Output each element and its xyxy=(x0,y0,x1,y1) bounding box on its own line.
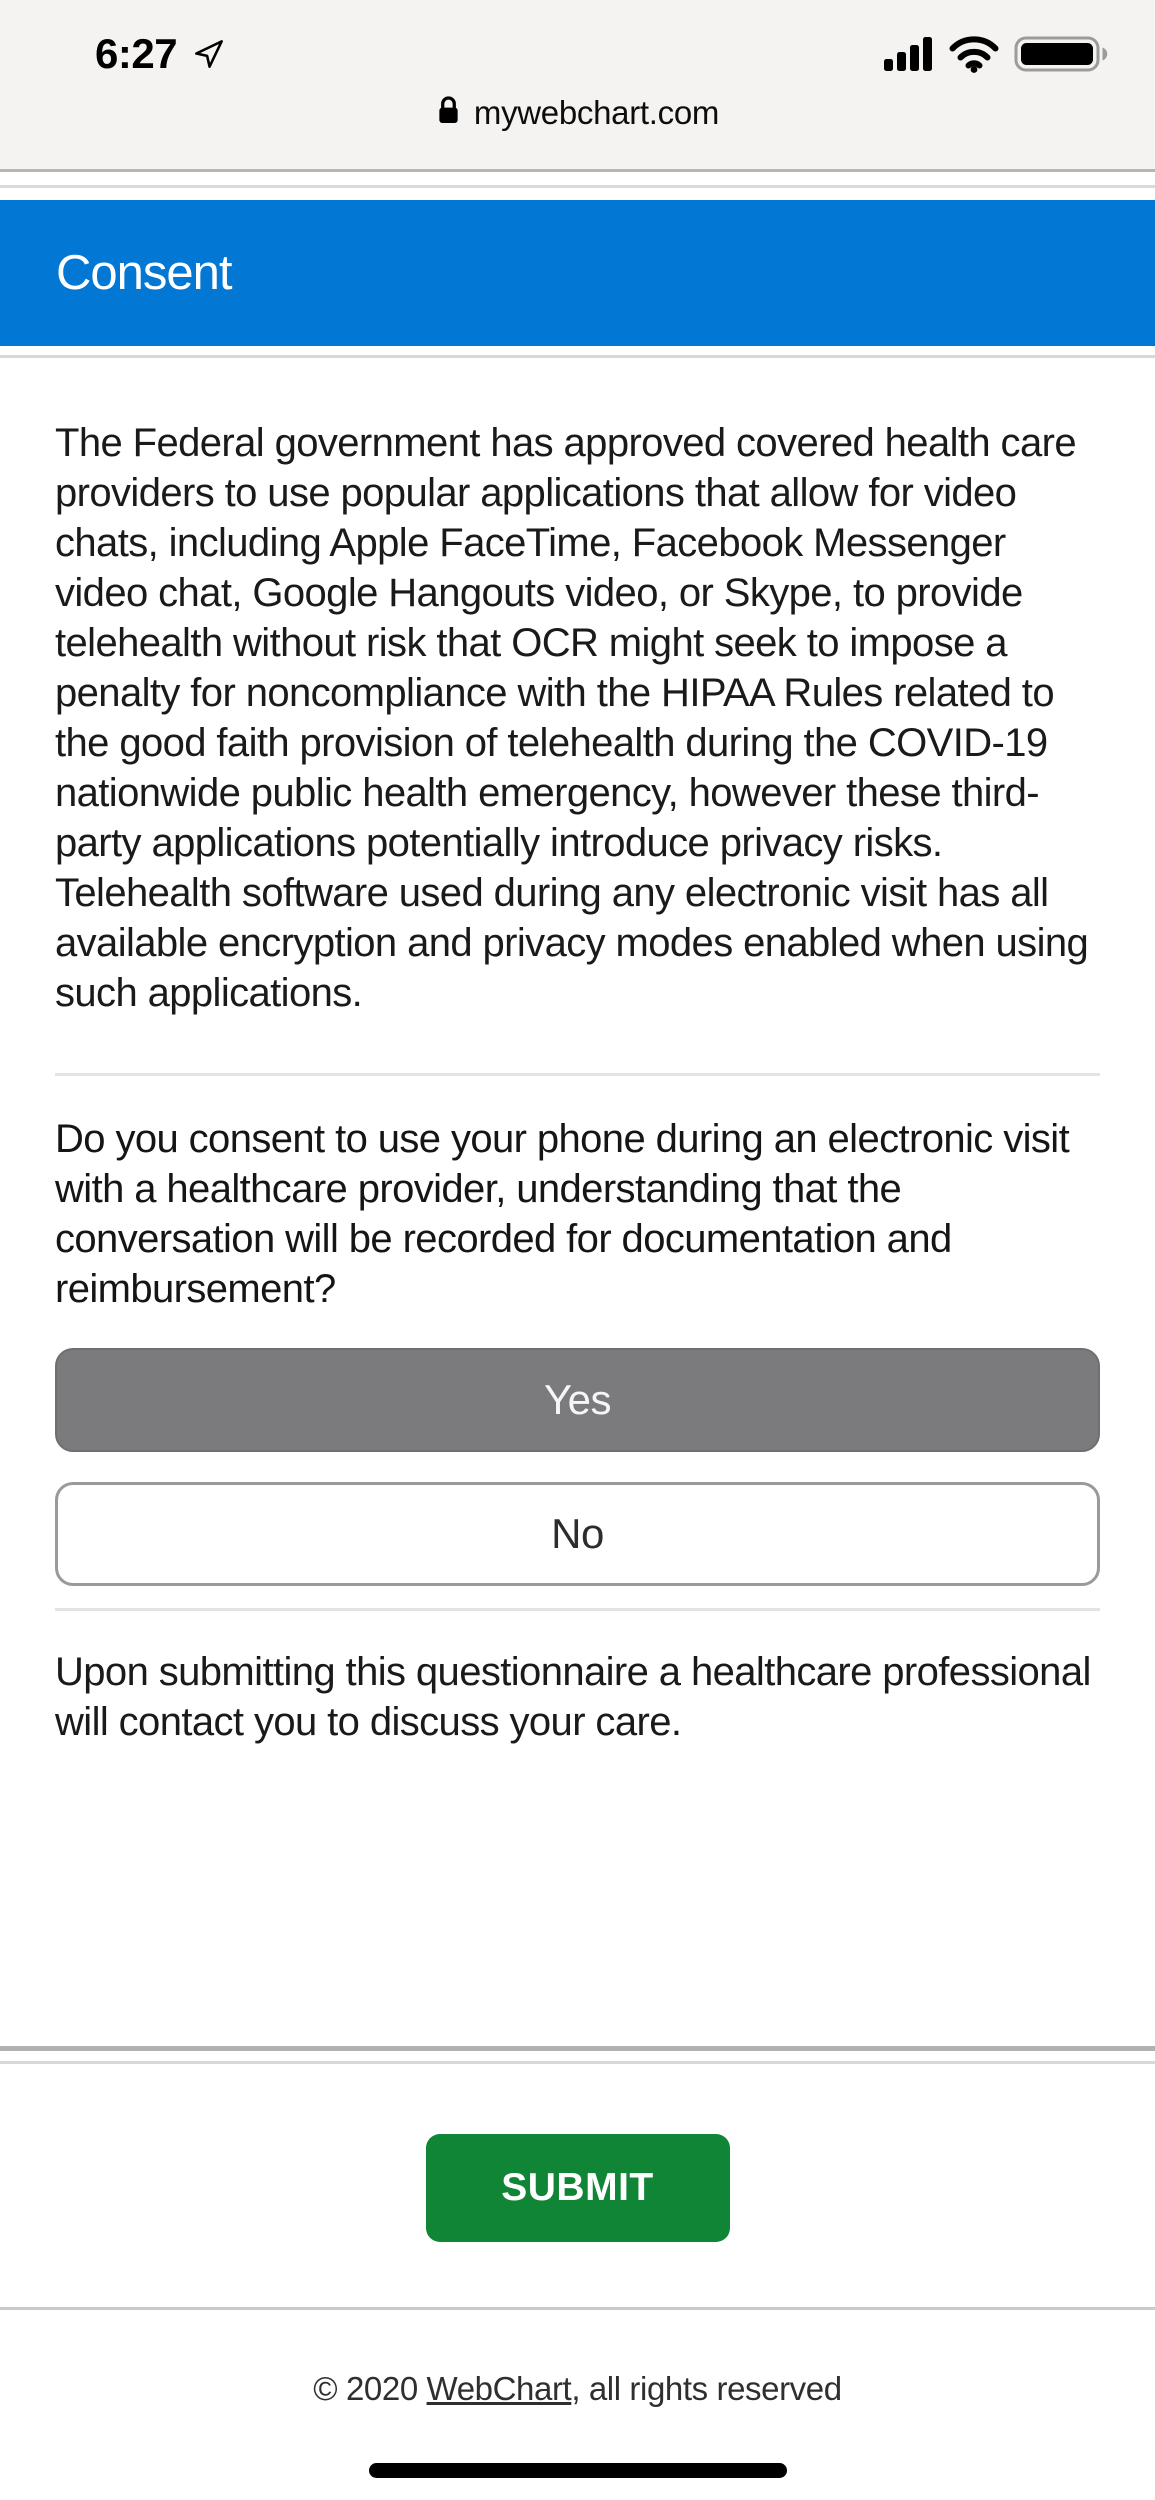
copyright-suffix: , all rights reserved xyxy=(571,2370,842,2407)
cellular-signal-icon xyxy=(884,37,934,71)
consent-paragraph: The Federal government has approved covered health care providers to use popular applications that allow for video chats, including Apple FaceTime, Facebook Messenger video chat, Google Hangouts video, or Skype, to provide telehealth without risk that OCR might seek to impose a penalty for noncompliance with the HIPAA Rules related to the good faith provision of telehealth during the COVID-19 nationwide public health emergency, however these third-party applications potentially introduce privacy risks. Telehealth software used during any electronic visit has all available encryption and privacy modes enabled when using such applications. xyxy=(55,421,1089,1015)
wifi-icon xyxy=(949,36,999,73)
battery-icon xyxy=(1014,36,1110,72)
panel-end-divider xyxy=(0,2046,1155,2051)
copyright-prefix: © 2020 xyxy=(313,2370,427,2407)
padlock-icon xyxy=(436,94,461,132)
footer-top-divider xyxy=(0,2061,1155,2064)
page-top-divider xyxy=(0,185,1155,188)
copyright-divider xyxy=(0,2307,1155,2310)
submit-row xyxy=(0,2134,1155,2242)
consent-form xyxy=(0,418,1155,1747)
page-bottom-section xyxy=(0,2046,1155,2408)
url-text: mywebchart.com xyxy=(473,94,720,131)
consent-question: Do you consent to use your phone during an electronic visit with a healthcare provider, understanding that the conversation will be recorded for documentation and reimbursement? xyxy=(55,1117,1070,1311)
clock-label: 6:27 xyxy=(95,30,178,77)
consent-header xyxy=(0,200,1155,346)
no-button[interactable]: No xyxy=(55,1482,1100,1586)
yes-button[interactable]: Yes xyxy=(55,1348,1100,1452)
address-bar[interactable] xyxy=(0,94,1155,132)
status-icons xyxy=(884,36,1110,73)
copyright xyxy=(0,2370,1155,2408)
header-bottom-divider xyxy=(0,355,1155,358)
browser-chrome xyxy=(0,0,1155,172)
submit-button[interactable]: SUBMIT xyxy=(426,2134,730,2242)
section-divider-1 xyxy=(55,1073,1100,1076)
home-indicator[interactable] xyxy=(369,2463,787,2478)
status-bar xyxy=(0,0,1155,78)
section-divider-2 xyxy=(55,1608,1100,1611)
page-title: Consent xyxy=(56,246,232,300)
consent-note: Upon submitting this questionnaire a healthcare professional will contact you to discuss your care. xyxy=(55,1650,1091,1744)
webchart-link[interactable]: WebChart xyxy=(426,2370,572,2407)
location-arrow-icon xyxy=(193,38,225,75)
